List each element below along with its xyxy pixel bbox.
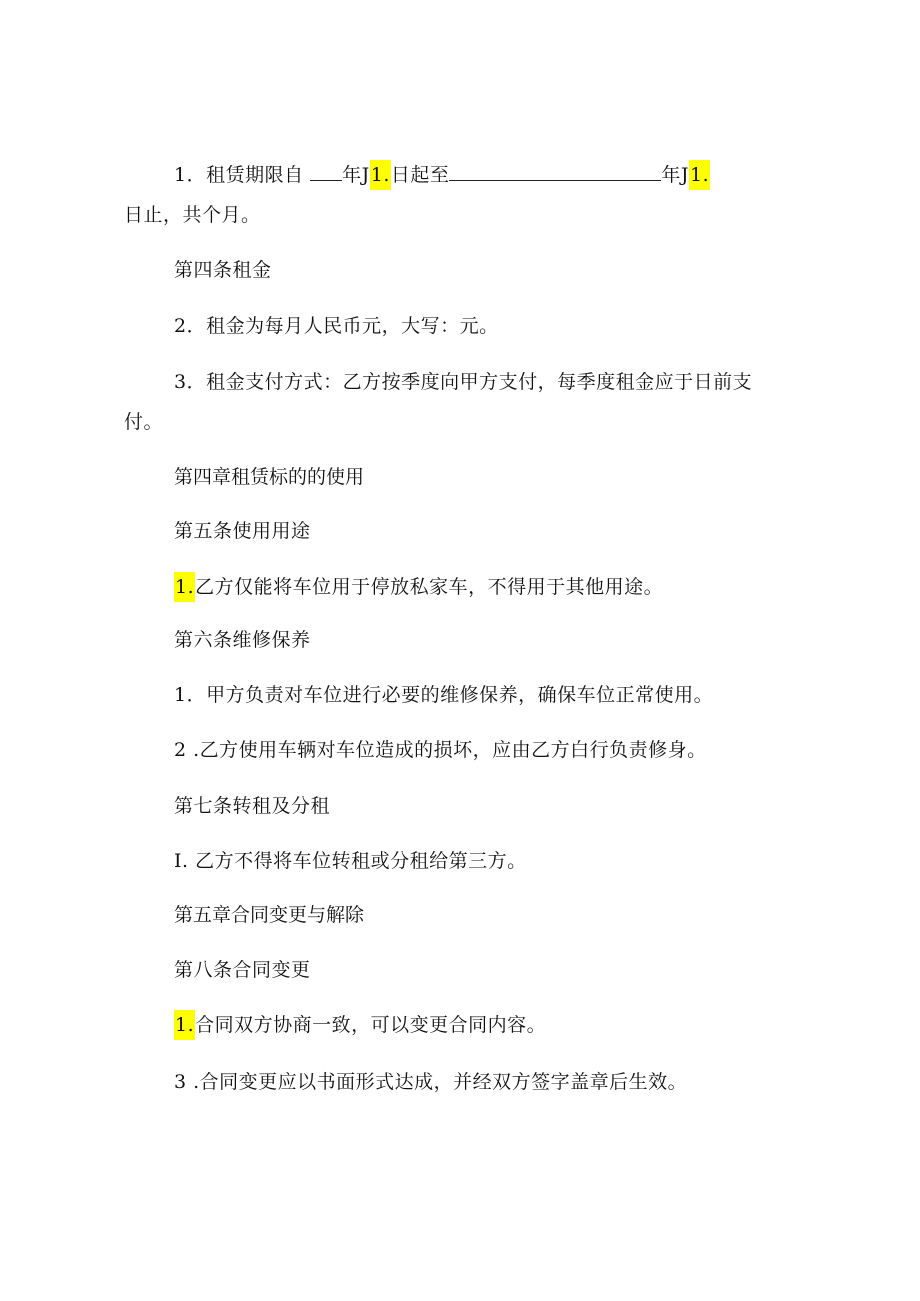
- clause-rent-payment-cont: 付。: [124, 411, 164, 433]
- clause-change-1: [174, 1010, 546, 1040]
- clause-usage-text: 乙方仅能将车位用于停放私家车，不得用于其他用途。: [195, 576, 664, 598]
- clause-rent-payment: 3．租金支付方式：乙方按季度向甲方支付，每季度租金应于日前支: [174, 371, 753, 393]
- clause-change-1-text: 合同双方协商一致，可以变更合同内容。: [195, 1014, 547, 1036]
- clause-maintenance-1: 1．甲方负责对车位进行必要的维修保养，确保车位正常使用。: [174, 684, 714, 706]
- blank-end-date: [449, 162, 661, 181]
- clause-lease-term: [174, 160, 710, 190]
- article-heading: 第八条合同变更: [174, 959, 311, 981]
- highlight-mark: 1.: [689, 160, 710, 190]
- chapter-heading: 第五章合同变更与解除: [174, 904, 365, 926]
- clause-maintenance-2: 2 .乙方使用车辆对车位造成的损坏，应由乙方白行负责修身。: [174, 739, 707, 761]
- chapter-heading: 第四章租赁标的的使用: [174, 466, 365, 488]
- clause-rent-amount: 2．租金为每月人民币元，大写：元。: [174, 315, 499, 337]
- clause-change-2: 3 .合同变更应以书面形式达成，并经双方签字盖章后生效。: [174, 1071, 688, 1093]
- lease-term-year2: 年J: [661, 164, 690, 186]
- highlight-mark: 1.: [174, 572, 195, 602]
- clause-lease-term-cont: 日止，共个月。: [124, 204, 261, 226]
- highlight-mark: 1.: [370, 160, 391, 190]
- lease-term-mid: 日起至: [390, 164, 450, 186]
- highlight-mark: 1.: [174, 1010, 195, 1040]
- article-heading: 第七条转租及分租: [174, 795, 331, 817]
- lease-term-prefix: 1．租赁期限自: [174, 164, 304, 186]
- article-heading: 第四条租金: [174, 259, 272, 281]
- clause-usage: [174, 572, 663, 602]
- clause-sublease: I. 乙方不得将车位转租或分租给第三方。: [174, 850, 527, 872]
- article-heading: 第五条使用用途: [174, 520, 311, 542]
- article-heading: 第六条维修保养: [174, 629, 311, 651]
- lease-term-year1: 年J: [342, 164, 370, 186]
- blank-year-start: [310, 162, 342, 181]
